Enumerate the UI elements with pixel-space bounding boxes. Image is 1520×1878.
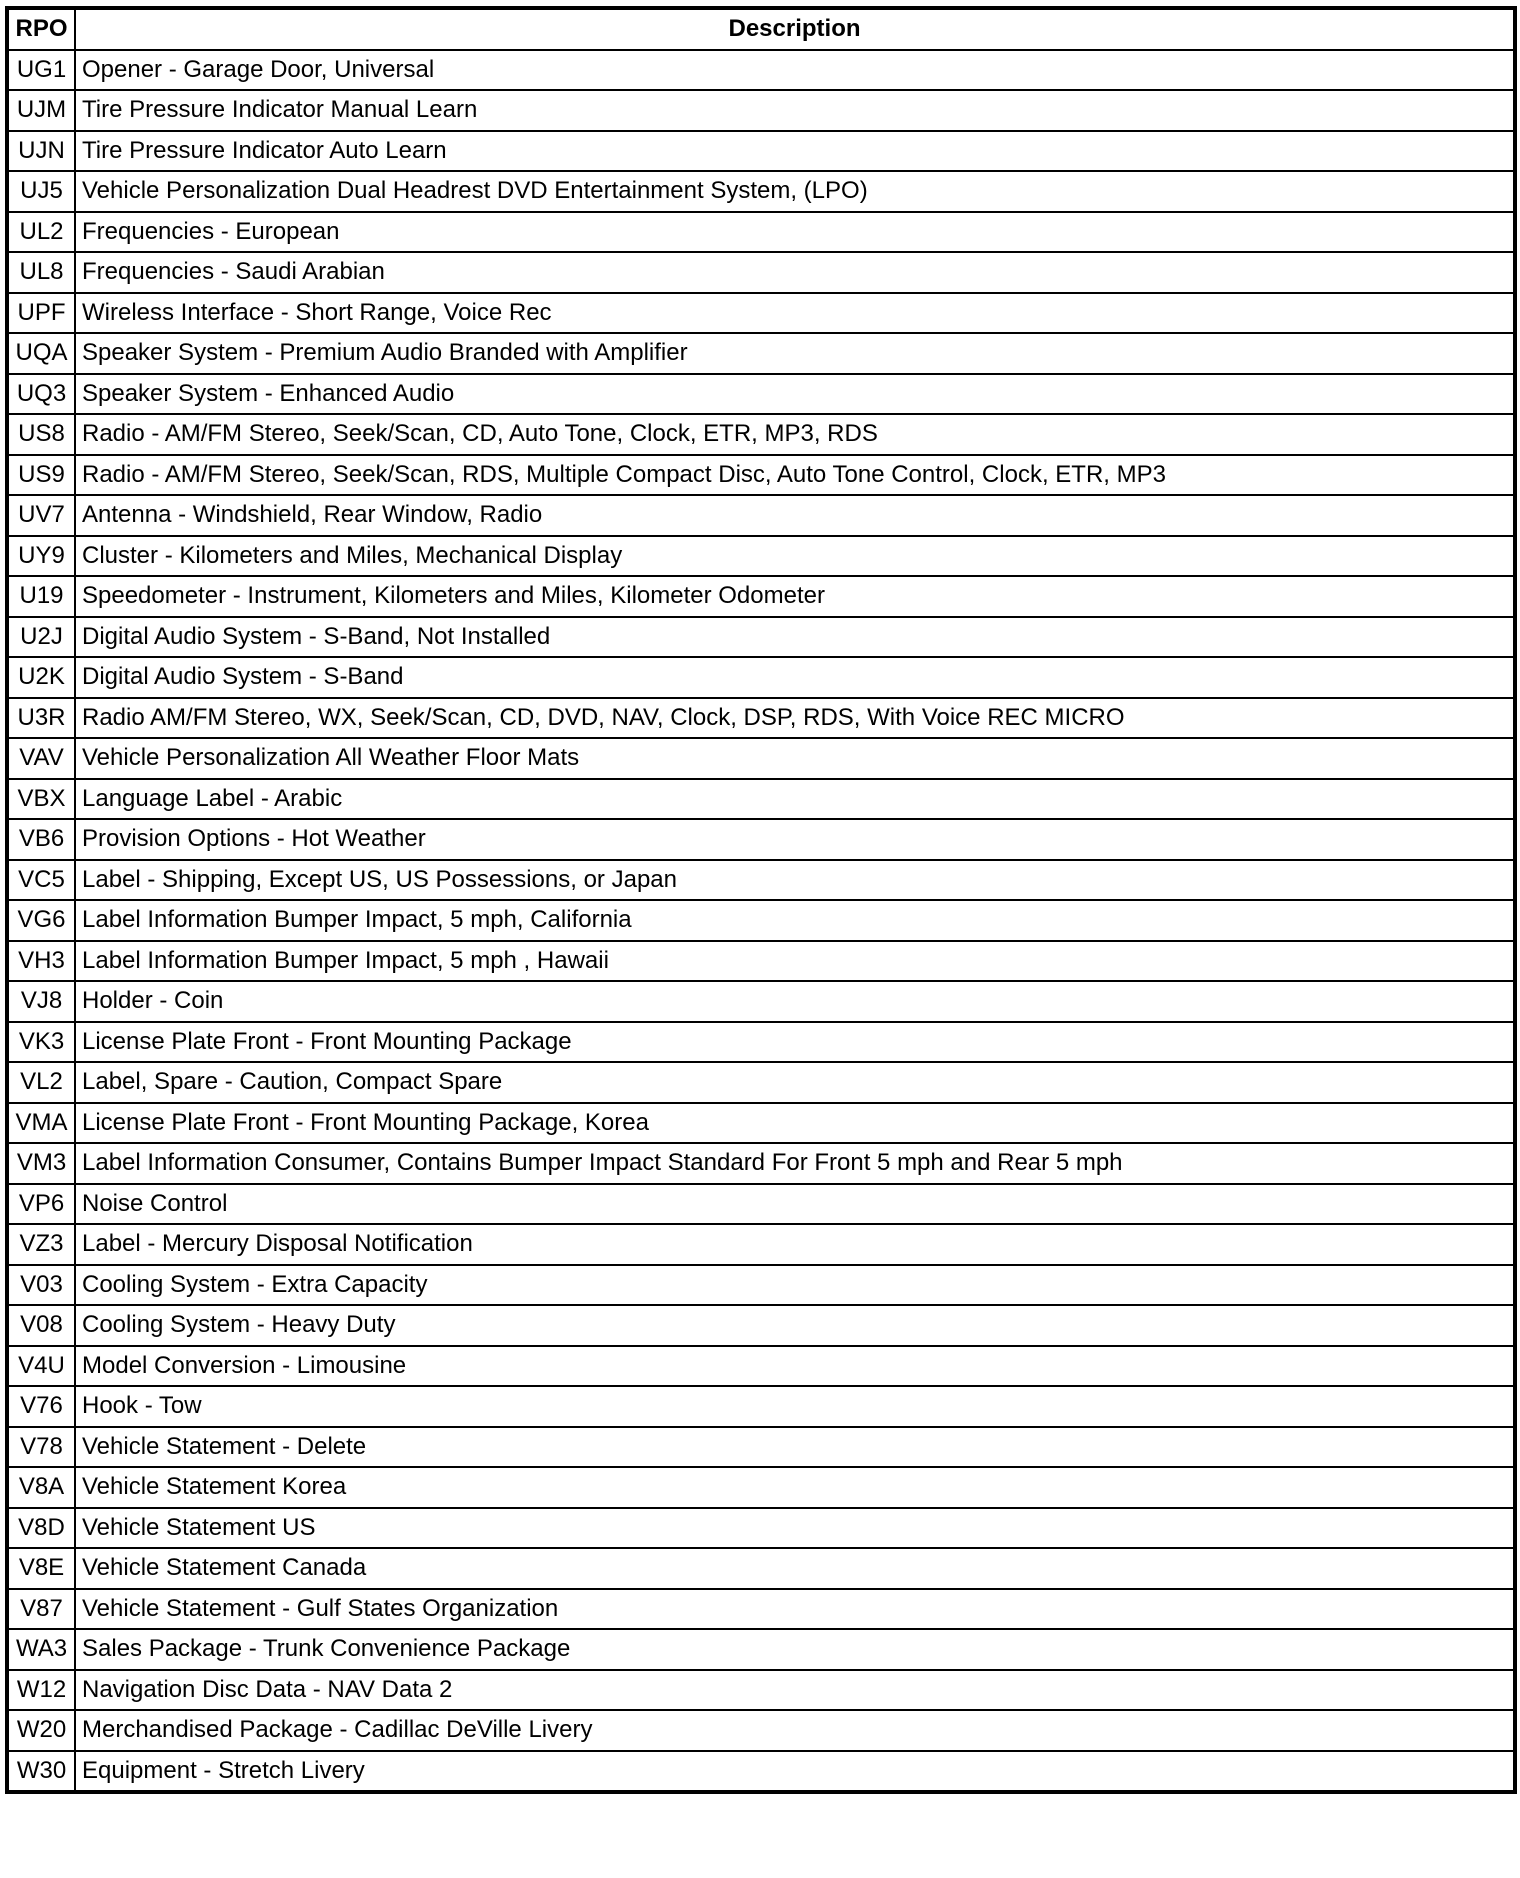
description-cell: Digital Audio System - S-Band, Not Installed	[75, 617, 1515, 658]
rpo-code-cell: US9	[7, 455, 75, 496]
rpo-code-cell: VZ3	[7, 1224, 75, 1265]
description-cell: Opener - Garage Door, Universal	[75, 50, 1515, 91]
table-row	[7, 576, 1515, 617]
table-row	[7, 1427, 1515, 1468]
rpo-code-cell: US8	[7, 414, 75, 455]
description-cell: Wireless Interface - Short Range, Voice Rec	[75, 293, 1515, 334]
rpo-code-cell: UL2	[7, 212, 75, 253]
rpo-code-cell: VC5	[7, 860, 75, 901]
rpo-code-cell: UV7	[7, 495, 75, 536]
rpo-code-cell: VB6	[7, 819, 75, 860]
rpo-code-cell: VMA	[7, 1103, 75, 1144]
table-row	[7, 657, 1515, 698]
description-cell: Label Information Bumper Impact, 5 mph , Hawaii	[75, 941, 1515, 982]
description-cell: Label Information Bumper Impact, 5 mph, California	[75, 900, 1515, 941]
rpo-table	[5, 6, 1517, 1794]
table-row	[7, 1589, 1515, 1630]
description-column-header: Description	[75, 8, 1515, 50]
table-row	[7, 252, 1515, 293]
description-cell: Speaker System - Enhanced Audio	[75, 374, 1515, 415]
rpo-code-cell: V8E	[7, 1548, 75, 1589]
rpo-code-cell: UJ5	[7, 171, 75, 212]
rpo-code-cell: W20	[7, 1710, 75, 1751]
table-row	[7, 1710, 1515, 1751]
description-cell: Label, Spare - Caution, Compact Spare	[75, 1062, 1515, 1103]
description-cell: Hook - Tow	[75, 1386, 1515, 1427]
rpo-code-cell: VL2	[7, 1062, 75, 1103]
description-cell: Cluster - Kilometers and Miles, Mechanical Display	[75, 536, 1515, 577]
rpo-code-cell: W30	[7, 1751, 75, 1793]
table-row	[7, 414, 1515, 455]
description-cell: Sales Package - Trunk Convenience Package	[75, 1629, 1515, 1670]
description-cell: Vehicle Statement - Gulf States Organization	[75, 1589, 1515, 1630]
rpo-code-cell: UQ3	[7, 374, 75, 415]
table-row	[7, 1265, 1515, 1306]
table-row	[7, 1143, 1515, 1184]
table-row	[7, 900, 1515, 941]
description-cell: Merchandised Package - Cadillac DeVille Livery	[75, 1710, 1515, 1751]
table-row	[7, 1751, 1515, 1793]
table-row	[7, 1103, 1515, 1144]
table-row	[7, 455, 1515, 496]
description-cell: Vehicle Personalization All Weather Floor Mats	[75, 738, 1515, 779]
table-row	[7, 333, 1515, 374]
table-row	[7, 738, 1515, 779]
description-cell: Radio - AM/FM Stereo, Seek/Scan, CD, Auto Tone, Clock, ETR, MP3, RDS	[75, 414, 1515, 455]
rpo-code-cell: UY9	[7, 536, 75, 577]
table-row	[7, 779, 1515, 820]
table-row	[7, 941, 1515, 982]
table-row	[7, 860, 1515, 901]
rpo-code-cell: UQA	[7, 333, 75, 374]
description-cell: License Plate Front - Front Mounting Package	[75, 1022, 1515, 1063]
table-row	[7, 1224, 1515, 1265]
table-row	[7, 1062, 1515, 1103]
table-header-row	[7, 8, 1515, 50]
table-row	[7, 212, 1515, 253]
description-cell: Vehicle Statement US	[75, 1508, 1515, 1549]
description-cell: Speedometer - Instrument, Kilometers and Miles, Kilometer Odometer	[75, 576, 1515, 617]
table-row	[7, 1629, 1515, 1670]
rpo-code-cell: U19	[7, 576, 75, 617]
table-row	[7, 90, 1515, 131]
description-cell: Antenna - Windshield, Rear Window, Radio	[75, 495, 1515, 536]
table-row	[7, 1467, 1515, 1508]
rpo-code-cell: U3R	[7, 698, 75, 739]
description-cell: Model Conversion - Limousine	[75, 1346, 1515, 1387]
description-cell: License Plate Front - Front Mounting Package, Korea	[75, 1103, 1515, 1144]
table-row	[7, 1386, 1515, 1427]
rpo-code-cell: VBX	[7, 779, 75, 820]
rpo-code-cell: VM3	[7, 1143, 75, 1184]
rpo-code-cell: UJN	[7, 131, 75, 172]
table-row	[7, 1670, 1515, 1711]
rpo-code-cell: W12	[7, 1670, 75, 1711]
description-cell: Digital Audio System - S-Band	[75, 657, 1515, 698]
table-row	[7, 819, 1515, 860]
rpo-code-sheet	[5, 6, 1517, 1794]
table-row	[7, 698, 1515, 739]
description-cell: Label - Shipping, Except US, US Possessions, or Japan	[75, 860, 1515, 901]
rpo-code-cell: VK3	[7, 1022, 75, 1063]
description-cell: Noise Control	[75, 1184, 1515, 1225]
description-cell: Cooling System - Extra Capacity	[75, 1265, 1515, 1306]
rpo-code-cell: UG1	[7, 50, 75, 91]
rpo-code-cell: V8A	[7, 1467, 75, 1508]
description-cell: Holder - Coin	[75, 981, 1515, 1022]
description-cell: Speaker System - Premium Audio Branded with Amplifier	[75, 333, 1515, 374]
description-cell: Cooling System - Heavy Duty	[75, 1305, 1515, 1346]
table-row	[7, 1548, 1515, 1589]
table-row	[7, 131, 1515, 172]
table-row	[7, 374, 1515, 415]
rpo-code-cell: VP6	[7, 1184, 75, 1225]
description-cell: Vehicle Statement Korea	[75, 1467, 1515, 1508]
rpo-code-cell: UL8	[7, 252, 75, 293]
rpo-code-cell: WA3	[7, 1629, 75, 1670]
table-row	[7, 1022, 1515, 1063]
rpo-code-cell: V78	[7, 1427, 75, 1468]
description-cell: Vehicle Personalization Dual Headrest DVD Entertainment System, (LPO)	[75, 171, 1515, 212]
description-cell: Frequencies - Saudi Arabian	[75, 252, 1515, 293]
table-row	[7, 50, 1515, 91]
table-row	[7, 495, 1515, 536]
description-cell: Frequencies - European	[75, 212, 1515, 253]
table-row	[7, 1346, 1515, 1387]
table-row	[7, 171, 1515, 212]
description-cell: Equipment - Stretch Livery	[75, 1751, 1515, 1793]
rpo-code-cell: V03	[7, 1265, 75, 1306]
rpo-code-cell: V08	[7, 1305, 75, 1346]
description-cell: Label - Mercury Disposal Notification	[75, 1224, 1515, 1265]
description-cell: Radio - AM/FM Stereo, Seek/Scan, RDS, Multiple Compact Disc, Auto Tone Control, Clock, ETR, MP3	[75, 455, 1515, 496]
description-cell: Navigation Disc Data - NAV Data 2	[75, 1670, 1515, 1711]
rpo-code-cell: U2J	[7, 617, 75, 658]
table-row	[7, 981, 1515, 1022]
description-cell: Vehicle Statement - Delete	[75, 1427, 1515, 1468]
table-row	[7, 1508, 1515, 1549]
table-row	[7, 536, 1515, 577]
table-row	[7, 1184, 1515, 1225]
rpo-column-header: RPO	[7, 8, 75, 50]
rpo-code-cell: VG6	[7, 900, 75, 941]
rpo-code-cell: UPF	[7, 293, 75, 334]
table-row	[7, 293, 1515, 334]
rpo-code-cell: V4U	[7, 1346, 75, 1387]
rpo-code-cell: V87	[7, 1589, 75, 1630]
description-cell: Language Label - Arabic	[75, 779, 1515, 820]
description-cell: Tire Pressure Indicator Manual Learn	[75, 90, 1515, 131]
rpo-code-cell: VAV	[7, 738, 75, 779]
rpo-code-cell: VJ8	[7, 981, 75, 1022]
rpo-code-cell: VH3	[7, 941, 75, 982]
rpo-code-cell: U2K	[7, 657, 75, 698]
description-cell: Vehicle Statement Canada	[75, 1548, 1515, 1589]
table-row	[7, 617, 1515, 658]
rpo-code-cell: UJM	[7, 90, 75, 131]
table-row	[7, 1305, 1515, 1346]
table-body	[7, 50, 1515, 1793]
description-cell: Tire Pressure Indicator Auto Learn	[75, 131, 1515, 172]
description-cell: Label Information Consumer, Contains Bumper Impact Standard For Front 5 mph and Rear 5 mph	[75, 1143, 1515, 1184]
rpo-code-cell: V8D	[7, 1508, 75, 1549]
description-cell: Provision Options - Hot Weather	[75, 819, 1515, 860]
description-cell: Radio AM/FM Stereo, WX, Seek/Scan, CD, DVD, NAV, Clock, DSP, RDS, With Voice REC MICRO	[75, 698, 1515, 739]
rpo-code-cell: V76	[7, 1386, 75, 1427]
